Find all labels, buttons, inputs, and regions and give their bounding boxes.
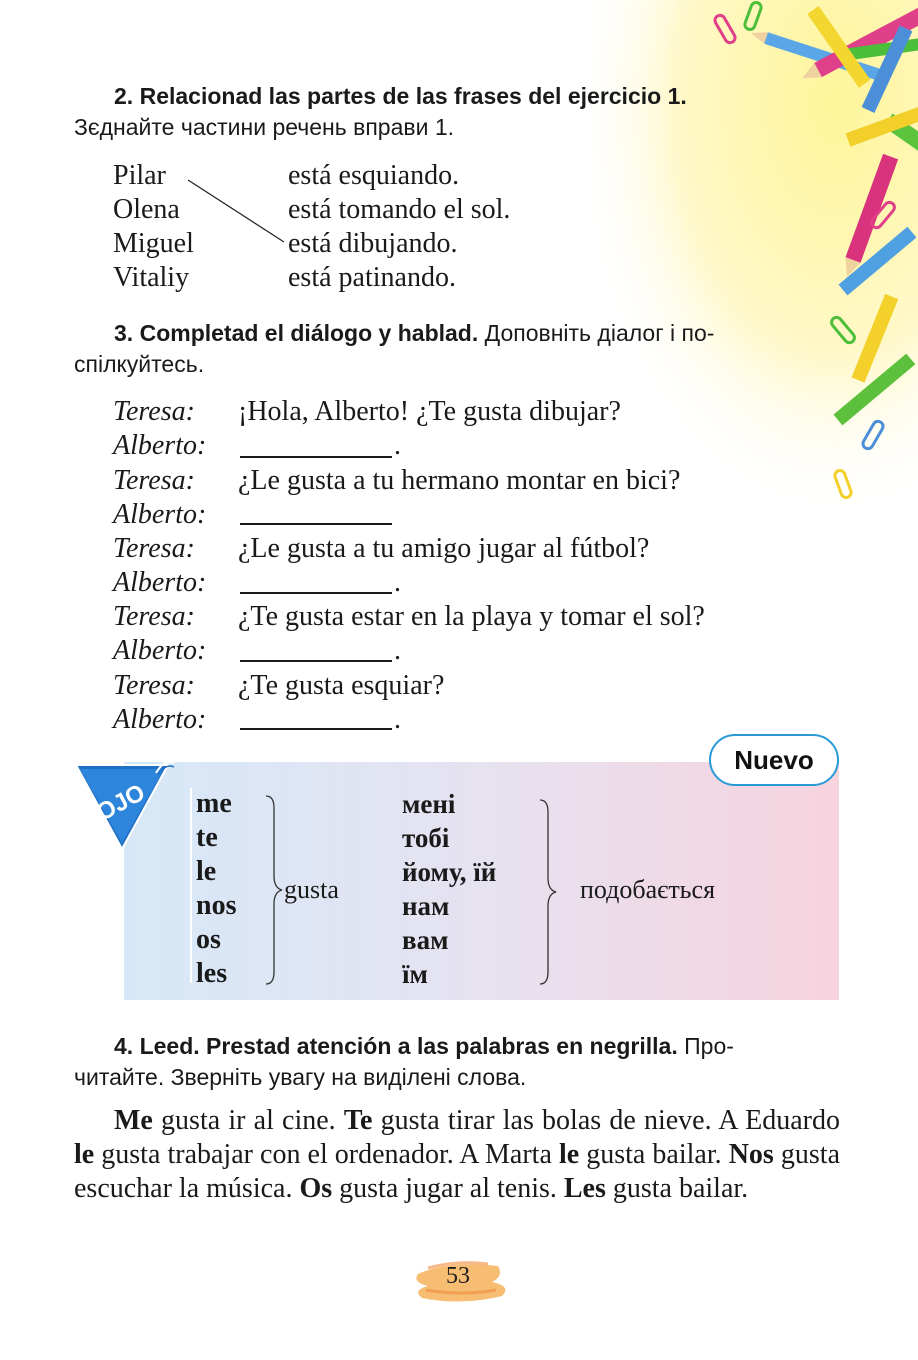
match-name: Pilar <box>113 160 166 191</box>
speaker: Alberto: <box>113 635 207 666</box>
verb-ukrainian: подобається <box>580 875 716 904</box>
blank-period: . <box>394 704 401 735</box>
verb-gusta: gusta <box>284 875 339 904</box>
blank-period: . <box>394 430 401 461</box>
exercise-number: 2. <box>114 83 134 109</box>
brace-left <box>262 794 286 988</box>
speaker: Teresa: <box>113 396 195 427</box>
bold-word: Te <box>343 1105 373 1136</box>
speaker: Teresa: <box>113 465 195 496</box>
exercise-2-instruction <box>74 81 838 143</box>
bold-word: le <box>558 1139 580 1170</box>
blank-period: . <box>394 635 401 666</box>
text-segment: gusta tirar las bolas de nieve. A Eduardo <box>372 1105 840 1136</box>
instruction-ukrainian: Про- <box>684 1033 734 1059</box>
instruction-ukrainian: читайте. Зверніть увагу на виділені слова. <box>74 1064 527 1090</box>
dialogue-line: ¿Le gusta a tu amigo jugar al fútbol? <box>238 533 650 564</box>
instruction-spanish: Completad el diálogo y hablad. <box>139 320 479 346</box>
answer-blank[interactable] <box>240 660 392 662</box>
instruction-ukrainian: Зєднайте частини речень вправи 1. <box>74 114 455 140</box>
bold-word: le <box>74 1139 95 1170</box>
pronoun: te <box>196 822 218 853</box>
ukr-pronoun: мені <box>402 789 456 819</box>
pronoun: nos <box>196 890 237 921</box>
ukr-pronoun: нам <box>402 891 450 921</box>
reading-text <box>74 1104 840 1206</box>
dialogue-line: ¿Le gusta a tu hermano montar en bici? <box>238 465 681 496</box>
ukr-pronoun: йому, їй <box>402 857 497 887</box>
text-segment: gusta trabajar con el ordenador. A Marta <box>94 1139 559 1170</box>
dialogue-line: ¡Hola, Alberto! ¿Te gusta dibujar? <box>238 396 621 427</box>
column-divider <box>190 788 192 983</box>
pronoun: me <box>196 788 232 819</box>
text-segment: gusta bailar. <box>579 1139 729 1170</box>
match-phrase: está dibujando. <box>288 228 458 259</box>
exercise-3-instruction <box>74 318 838 380</box>
ojo-text: OJO <box>92 778 150 827</box>
speaker: Teresa: <box>113 670 195 701</box>
pronoun: le <box>196 856 217 887</box>
instruction-ukrainian: спілкуйтесь. <box>74 351 205 377</box>
exercise-number: 3. <box>114 320 134 346</box>
pronoun: os <box>196 924 221 955</box>
text-segment: gusta jugar al tenis. <box>332 1173 564 1204</box>
ukr-pronoun: вам <box>402 925 449 955</box>
match-phrase: está patinando. <box>288 262 456 293</box>
answer-blank[interactable] <box>240 523 392 525</box>
blank-period: . <box>394 567 401 598</box>
text-segment: gusta bailar. <box>605 1173 749 1204</box>
speaker: Alberto: <box>113 430 207 461</box>
match-phrase: está esquiando. <box>288 160 460 191</box>
ojo-badge <box>72 755 182 855</box>
bold-word: Les <box>563 1173 606 1204</box>
pronoun: les <box>196 958 228 989</box>
text-segment: gusta escuchar la música. <box>74 1139 841 1204</box>
text-segment: gusta ir al cine. <box>152 1105 344 1136</box>
match-name: Vitaliy <box>113 262 190 293</box>
speaker: Teresa: <box>113 533 195 564</box>
exercise-4-instruction <box>74 1031 838 1093</box>
brace-right <box>536 798 560 988</box>
speaker: Alberto: <box>113 567 207 598</box>
instruction-ukrainian: Доповніть діалог і по- <box>484 320 715 346</box>
instruction-spanish: Leed. Prestad atención a las palabras en negrilla. <box>139 1033 678 1059</box>
match-phrase: está tomando el sol. <box>288 194 511 225</box>
dialogue-line: ¿Te gusta estar en la playa y tomar el sol? <box>238 601 705 632</box>
nuevo-badge: Nuevo <box>709 734 839 786</box>
ukr-pronoun: тобі <box>402 823 450 853</box>
bold-word: Me <box>114 1105 153 1136</box>
page-number: 53 <box>446 1263 470 1289</box>
bold-word: Os <box>299 1173 333 1204</box>
ukr-pronoun: їм <box>402 959 428 989</box>
answer-blank[interactable] <box>240 592 392 594</box>
bold-word: Nos <box>728 1139 774 1170</box>
speaker: Alberto: <box>113 704 207 735</box>
matching-line <box>180 170 290 250</box>
answer-blank[interactable] <box>240 728 392 730</box>
match-name: Miguel <box>113 228 194 259</box>
pencils-decoration <box>588 0 918 520</box>
answer-blank[interactable] <box>240 456 392 458</box>
dialogue-line: ¿Te gusta esquiar? <box>238 670 445 701</box>
match-name: Olena <box>113 194 180 225</box>
instruction-spanish: Relacionad las partes de las frases del ejercicio 1. <box>139 83 687 109</box>
speaker: Alberto: <box>113 499 207 530</box>
exercise-number: 4. <box>114 1033 134 1059</box>
speaker: Teresa: <box>113 601 195 632</box>
